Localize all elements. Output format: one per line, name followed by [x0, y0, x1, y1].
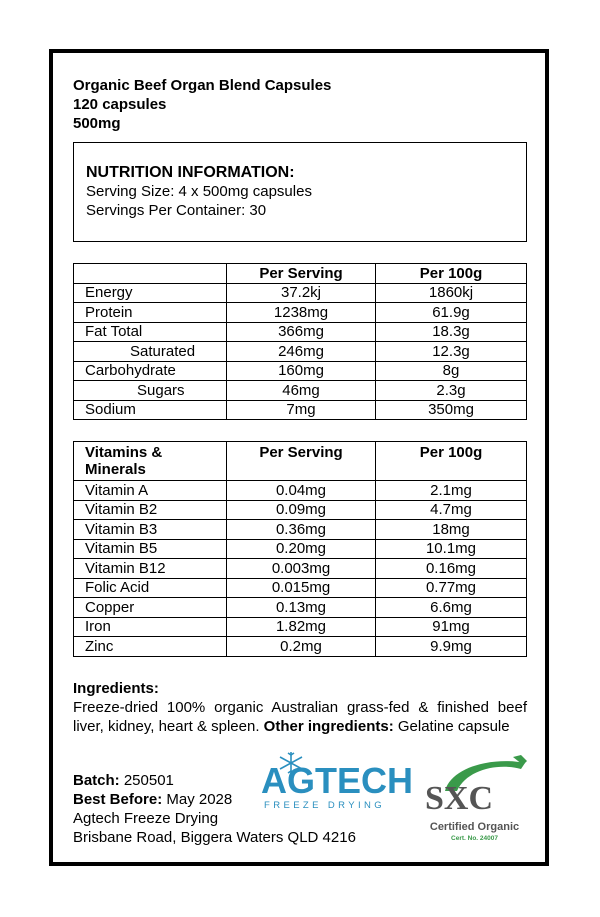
vitamins-table: [73, 441, 527, 657]
sxc-emblem-icon: [417, 751, 532, 819]
header-cell-name: [74, 264, 227, 284]
ingredients-section: [73, 679, 527, 736]
table-row: [74, 520, 527, 540]
per-serving-value: 160mg: [227, 361, 376, 381]
per-serving-value: 0.36mg: [227, 520, 376, 540]
table-row: [74, 322, 527, 342]
vitamin-name: Iron: [74, 617, 227, 637]
other-ingredients-text: Gelatine capsule: [397, 718, 510, 735]
agtech-subtitle: FREEZE DRYING: [264, 800, 386, 811]
table-row: [74, 500, 527, 520]
per-100g-value: 350mg: [376, 400, 527, 420]
table-row: [74, 283, 527, 303]
vitamin-name: Vitamin B12: [74, 559, 227, 579]
serving-size: Serving Size: 4 x 500mg capsules: [86, 183, 312, 200]
best-before-label: Best Before:: [73, 791, 163, 808]
batch-label: Batch:: [73, 772, 120, 789]
header-cell-per-serving: Per Serving: [227, 264, 376, 284]
product-weight: 500mg: [73, 115, 121, 132]
ingredients-heading: Ingredients:: [73, 680, 159, 697]
nutrient-name: Saturated: [74, 342, 227, 362]
per-100g-value: 61.9g: [376, 303, 527, 323]
nutrition-info-box: [73, 142, 527, 242]
other-ingredients-label: Other ingredients:: [263, 718, 394, 735]
agtech-logo: [261, 751, 413, 815]
product-count: 120 capsules: [73, 96, 167, 113]
nutrition-table: [73, 263, 527, 420]
per-serving-value: 0.09mg: [227, 500, 376, 520]
table-row: [74, 303, 527, 323]
product-title-block: [73, 76, 331, 133]
sxc-letters: SXC: [425, 780, 494, 817]
nutrient-name: Fat Total: [74, 322, 227, 342]
vitamin-name: Vitamin B2: [74, 500, 227, 520]
table-row: [74, 381, 527, 401]
per-100g-value: 18.3g: [376, 322, 527, 342]
company-name: Agtech Freeze Drying: [73, 810, 219, 827]
per-100g-value: 0.77mg: [376, 578, 527, 598]
cert-number: Cert. No. 24007: [451, 835, 498, 842]
vitamin-name: Vitamin A: [74, 481, 227, 501]
per-serving-value: 37.2kj: [227, 283, 376, 303]
per-serving-value: 0.2mg: [227, 637, 376, 657]
best-before-value: May 2028: [166, 791, 233, 808]
ingredients-main: Freeze-dried 100% organic Australian grass-fed & finished beef liver, kidney, heart & spleen.: [73, 699, 527, 735]
per-100g-value: 9.9mg: [376, 637, 527, 657]
table-row: [74, 400, 527, 420]
table-row: [74, 578, 527, 598]
per-serving-value: 0.04mg: [227, 481, 376, 501]
agtech-wordmark: AGTECH: [261, 760, 413, 801]
servings-per-container: Servings Per Container: 30: [86, 202, 267, 219]
per-100g-value: 18mg: [376, 520, 527, 540]
nutrient-name: Protein: [74, 303, 227, 323]
header-cell-name: Vitamins & Minerals: [74, 442, 227, 481]
per-100g-value: 4.7mg: [376, 500, 527, 520]
nutrient-name: Carbohydrate: [74, 361, 227, 381]
per-100g-value: 8g: [376, 361, 527, 381]
table-row: [74, 559, 527, 579]
table-header-row: [74, 264, 527, 284]
header-cell-per-100g: Per 100g: [376, 442, 527, 481]
per-100g-value: 2.1mg: [376, 481, 527, 501]
per-serving-value: 0.015mg: [227, 578, 376, 598]
header-cell-per-100g: Per 100g: [376, 264, 527, 284]
nutrient-name: Energy: [74, 283, 227, 303]
certified-organic-text: Certified Organic: [429, 821, 520, 833]
table-row: [74, 481, 527, 501]
per-serving-value: 0.13mg: [227, 598, 376, 618]
vitamin-name: Folic Acid: [74, 578, 227, 598]
product-name: Organic Beef Organ Blend Capsules: [73, 77, 332, 94]
product-label: [49, 49, 549, 866]
per-100g-value: 91mg: [376, 617, 527, 637]
per-serving-value: 46mg: [227, 381, 376, 401]
per-100g-value: 1860kj: [376, 283, 527, 303]
per-serving-value: 366mg: [227, 322, 376, 342]
company-address: Brisbane Road, Biggera Waters QLD 4216: [73, 829, 356, 846]
vitamin-name: Vitamin B3: [74, 520, 227, 540]
per-serving-value: 1238mg: [227, 303, 376, 323]
table-row: [74, 361, 527, 381]
vitamin-name: Copper: [74, 598, 227, 618]
per-serving-value: 0.003mg: [227, 559, 376, 579]
per-100g-value: 10.1mg: [376, 539, 527, 559]
ingredients-text: [73, 698, 527, 736]
sxc-certified-organic-logo: [417, 751, 532, 847]
table-header-row: [74, 442, 527, 481]
nutrition-info-heading: NUTRITION INFORMATION:: [86, 164, 295, 181]
nutrient-name: Sodium: [74, 400, 227, 420]
per-100g-value: 0.16mg: [376, 559, 527, 579]
table-row: [74, 617, 527, 637]
table-row: [74, 598, 527, 618]
per-serving-value: 0.20mg: [227, 539, 376, 559]
vitamin-name: Zinc: [74, 637, 227, 657]
header-cell-per-serving: Per Serving: [227, 442, 376, 481]
per-100g-value: 2.3g: [376, 381, 527, 401]
per-serving-value: 1.82mg: [227, 617, 376, 637]
batch-value: 250501: [123, 772, 174, 789]
per-100g-value: 12.3g: [376, 342, 527, 362]
per-100g-value: 6.6mg: [376, 598, 527, 618]
per-serving-value: 7mg: [227, 400, 376, 420]
nutrient-name: Sugars: [74, 381, 227, 401]
table-row: [74, 342, 527, 362]
vitamin-name: Vitamin B5: [74, 539, 227, 559]
table-row: [74, 539, 527, 559]
per-serving-value: 246mg: [227, 342, 376, 362]
table-row: [74, 637, 527, 657]
